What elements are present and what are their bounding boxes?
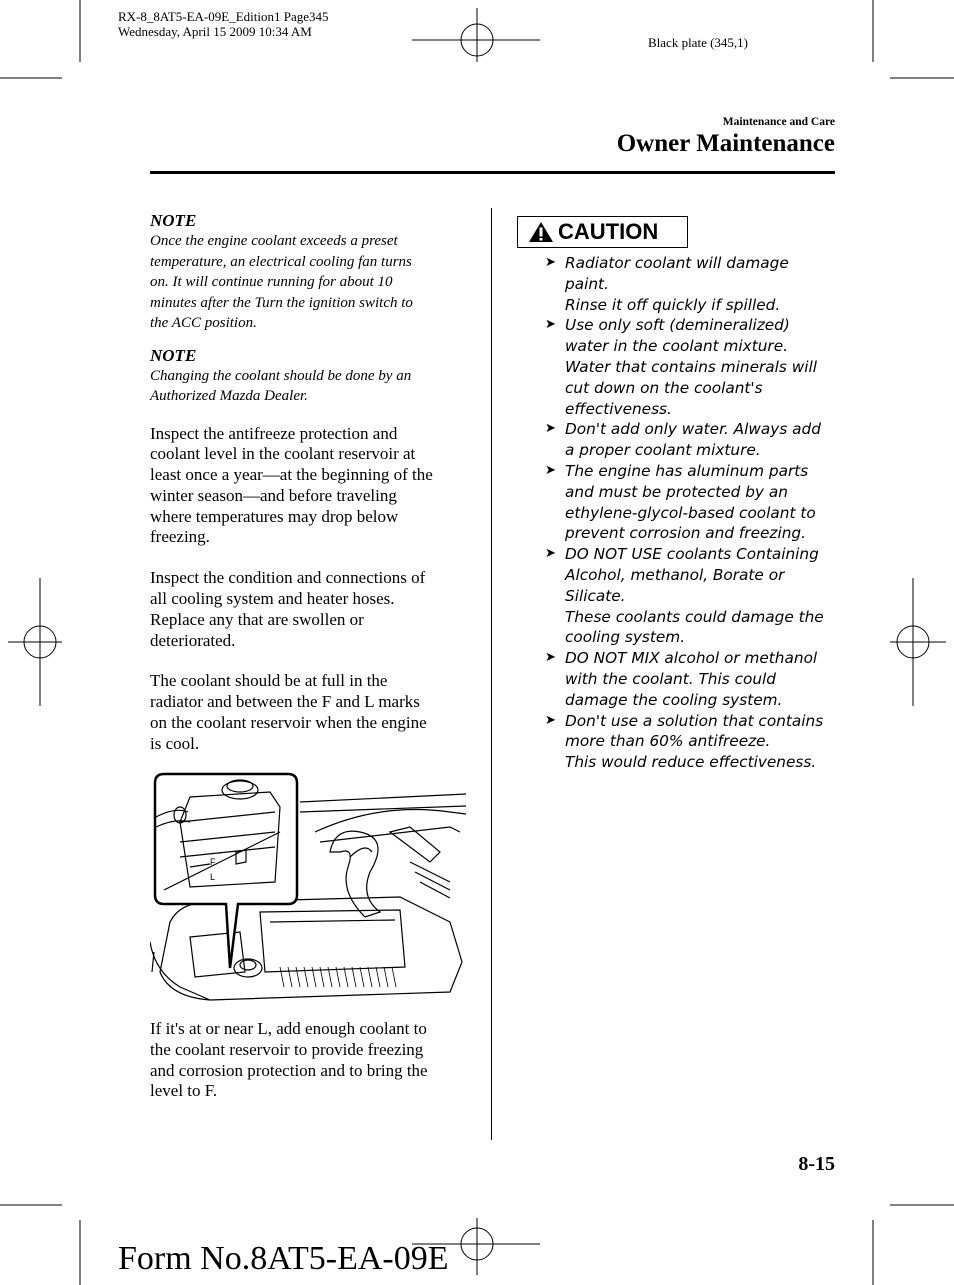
note-line: Authorized Mazda Dealer. (150, 388, 308, 404)
paragraph-add-coolant (150, 1019, 470, 1102)
note-line: Once the engine coolant exceeds a preset (150, 233, 398, 249)
text-line: is cool. (150, 733, 200, 753)
print-file-name: RX-8_8AT5-EA-09E_Edition1 Page345 (118, 9, 329, 24)
caution-line: Rinse it off quickly if spilled. (565, 295, 781, 314)
reservoir-mark-f: F (210, 857, 216, 867)
text-line: If it's at or near L, add enough coolant to (150, 1019, 427, 1038)
print-file-info (118, 9, 329, 39)
caution-line: damage the cooling system. (565, 690, 783, 709)
text-line: deteriorated. (150, 630, 236, 650)
caution-line: The engine has aluminum parts (565, 461, 809, 480)
paragraph-inspect-antifreeze (150, 424, 470, 549)
note-line: the ACC position. (150, 315, 257, 331)
form-number: Form No.8AT5-EA-09E (118, 1240, 449, 1277)
caution-line: cut down on the coolant's (565, 378, 763, 397)
caution-line: DO NOT USE coolants Containing (565, 545, 819, 564)
caution-line: water in the coolant mixture. (565, 337, 788, 356)
text-line: freezing. (150, 527, 210, 547)
page-title: Owner Maintenance (616, 130, 835, 157)
caution-line: Silicate. (565, 586, 626, 605)
caution-line: ethylene-glycol-based coolant to (565, 503, 816, 522)
caution-line: Use only soft (demineralized) (565, 316, 790, 335)
caution-line: prevent corrosion and freezing. (565, 524, 806, 543)
note-line: temperature, an electrical cooling fan turns (150, 253, 412, 270)
text-line: radiator and between the F and L marks (150, 692, 420, 712)
note-line: Changing the coolant should be done by an (150, 367, 412, 384)
caution-line: Don't use a solution that contains (565, 711, 824, 730)
caution-item (545, 648, 840, 710)
print-timestamp: Wednesday, April 15 2009 10:34 AM (118, 24, 312, 39)
caution-label: CAUTION (558, 219, 659, 244)
note-line: on. It will continue running for about 10 (150, 274, 393, 290)
note-heading: NOTE (150, 345, 197, 365)
caution-line: Water that contains minerals will (565, 357, 818, 376)
caution-list (545, 253, 840, 773)
caution-line: effectiveness. (565, 399, 672, 418)
note-heading: NOTE (150, 211, 197, 230)
caution-line: and must be protected by an (565, 482, 788, 501)
caution-line: These coolants could damage the (565, 607, 824, 626)
note-2 (150, 346, 470, 407)
caution-line: a proper coolant mixture. (565, 441, 761, 460)
caution-item (545, 419, 840, 461)
caution-line: with the coolant. This could (565, 669, 776, 688)
text-line: and corrosion protection and to bring the (150, 1060, 428, 1080)
arrow-bullet-icon: ➤ (545, 462, 556, 478)
text-line: on the coolant reservoir when the engine (150, 713, 427, 733)
coolant-reservoir-illustration (150, 772, 466, 1010)
note-line: minutes after the Turn the ignition switch to (150, 294, 413, 311)
warning-triangle-icon (528, 221, 554, 243)
text-line: where temperatures may drop below (150, 506, 399, 526)
reservoir-mark-l: L (210, 872, 216, 882)
text-line: coolant level in the coolant reservoir at (150, 444, 416, 464)
plate-label: Black plate (345,1) (648, 35, 748, 50)
arrow-bullet-icon: ➤ (545, 546, 556, 562)
text-line: level to F. (150, 1081, 218, 1101)
text-line: least once a year—at the beginning of the (150, 465, 433, 485)
text-line: the coolant reservoir to provide freezing (150, 1039, 424, 1059)
arrow-bullet-icon: ➤ (545, 255, 556, 270)
caution-item (545, 544, 840, 648)
section-label: Maintenance and Care (722, 116, 835, 128)
caution-item (545, 711, 840, 773)
caution-line: This would reduce effectiveness. (565, 753, 817, 772)
arrow-bullet-icon: ➤ (545, 712, 556, 728)
paragraph-coolant-level (150, 671, 470, 754)
paragraph-inspect-hoses (150, 568, 470, 651)
note-body (150, 366, 470, 407)
page-number: 8-15 (798, 1153, 835, 1175)
arrow-bullet-icon: ➤ (545, 317, 556, 333)
caution-line: paint. (565, 274, 609, 293)
caution-item (545, 315, 840, 419)
caution-line: Radiator coolant will damage (565, 254, 789, 272)
left-column (150, 211, 470, 755)
arrow-bullet-icon: ➤ (545, 650, 556, 666)
caution-line: Alcohol, methanol, Borate or (565, 565, 785, 584)
caution-line: Don't add only water. Always add (565, 420, 821, 439)
text-line: Replace any that are swollen or (150, 609, 364, 629)
arrow-bullet-icon: ➤ (545, 421, 556, 437)
text-line: all cooling system and heater hoses. (150, 589, 395, 609)
caution-line: DO NOT MIX alcohol or methanol (565, 649, 818, 668)
column-divider (491, 208, 492, 1140)
text-line: Inspect the antifreeze protection and (150, 423, 398, 443)
caution-line: more than 60% antifreeze. (565, 732, 771, 751)
text-line: The coolant should be at full in the (150, 671, 388, 691)
caution-item (545, 461, 840, 544)
caution-line: cooling system. (565, 628, 686, 647)
caution-item (545, 253, 840, 315)
note-1 (150, 211, 470, 334)
note-body (150, 231, 470, 334)
text-line: winter season—and before traveling (150, 485, 397, 505)
header-rule (150, 171, 835, 174)
text-line: Inspect the condition and connections of (150, 568, 426, 588)
caution-banner (517, 216, 688, 248)
